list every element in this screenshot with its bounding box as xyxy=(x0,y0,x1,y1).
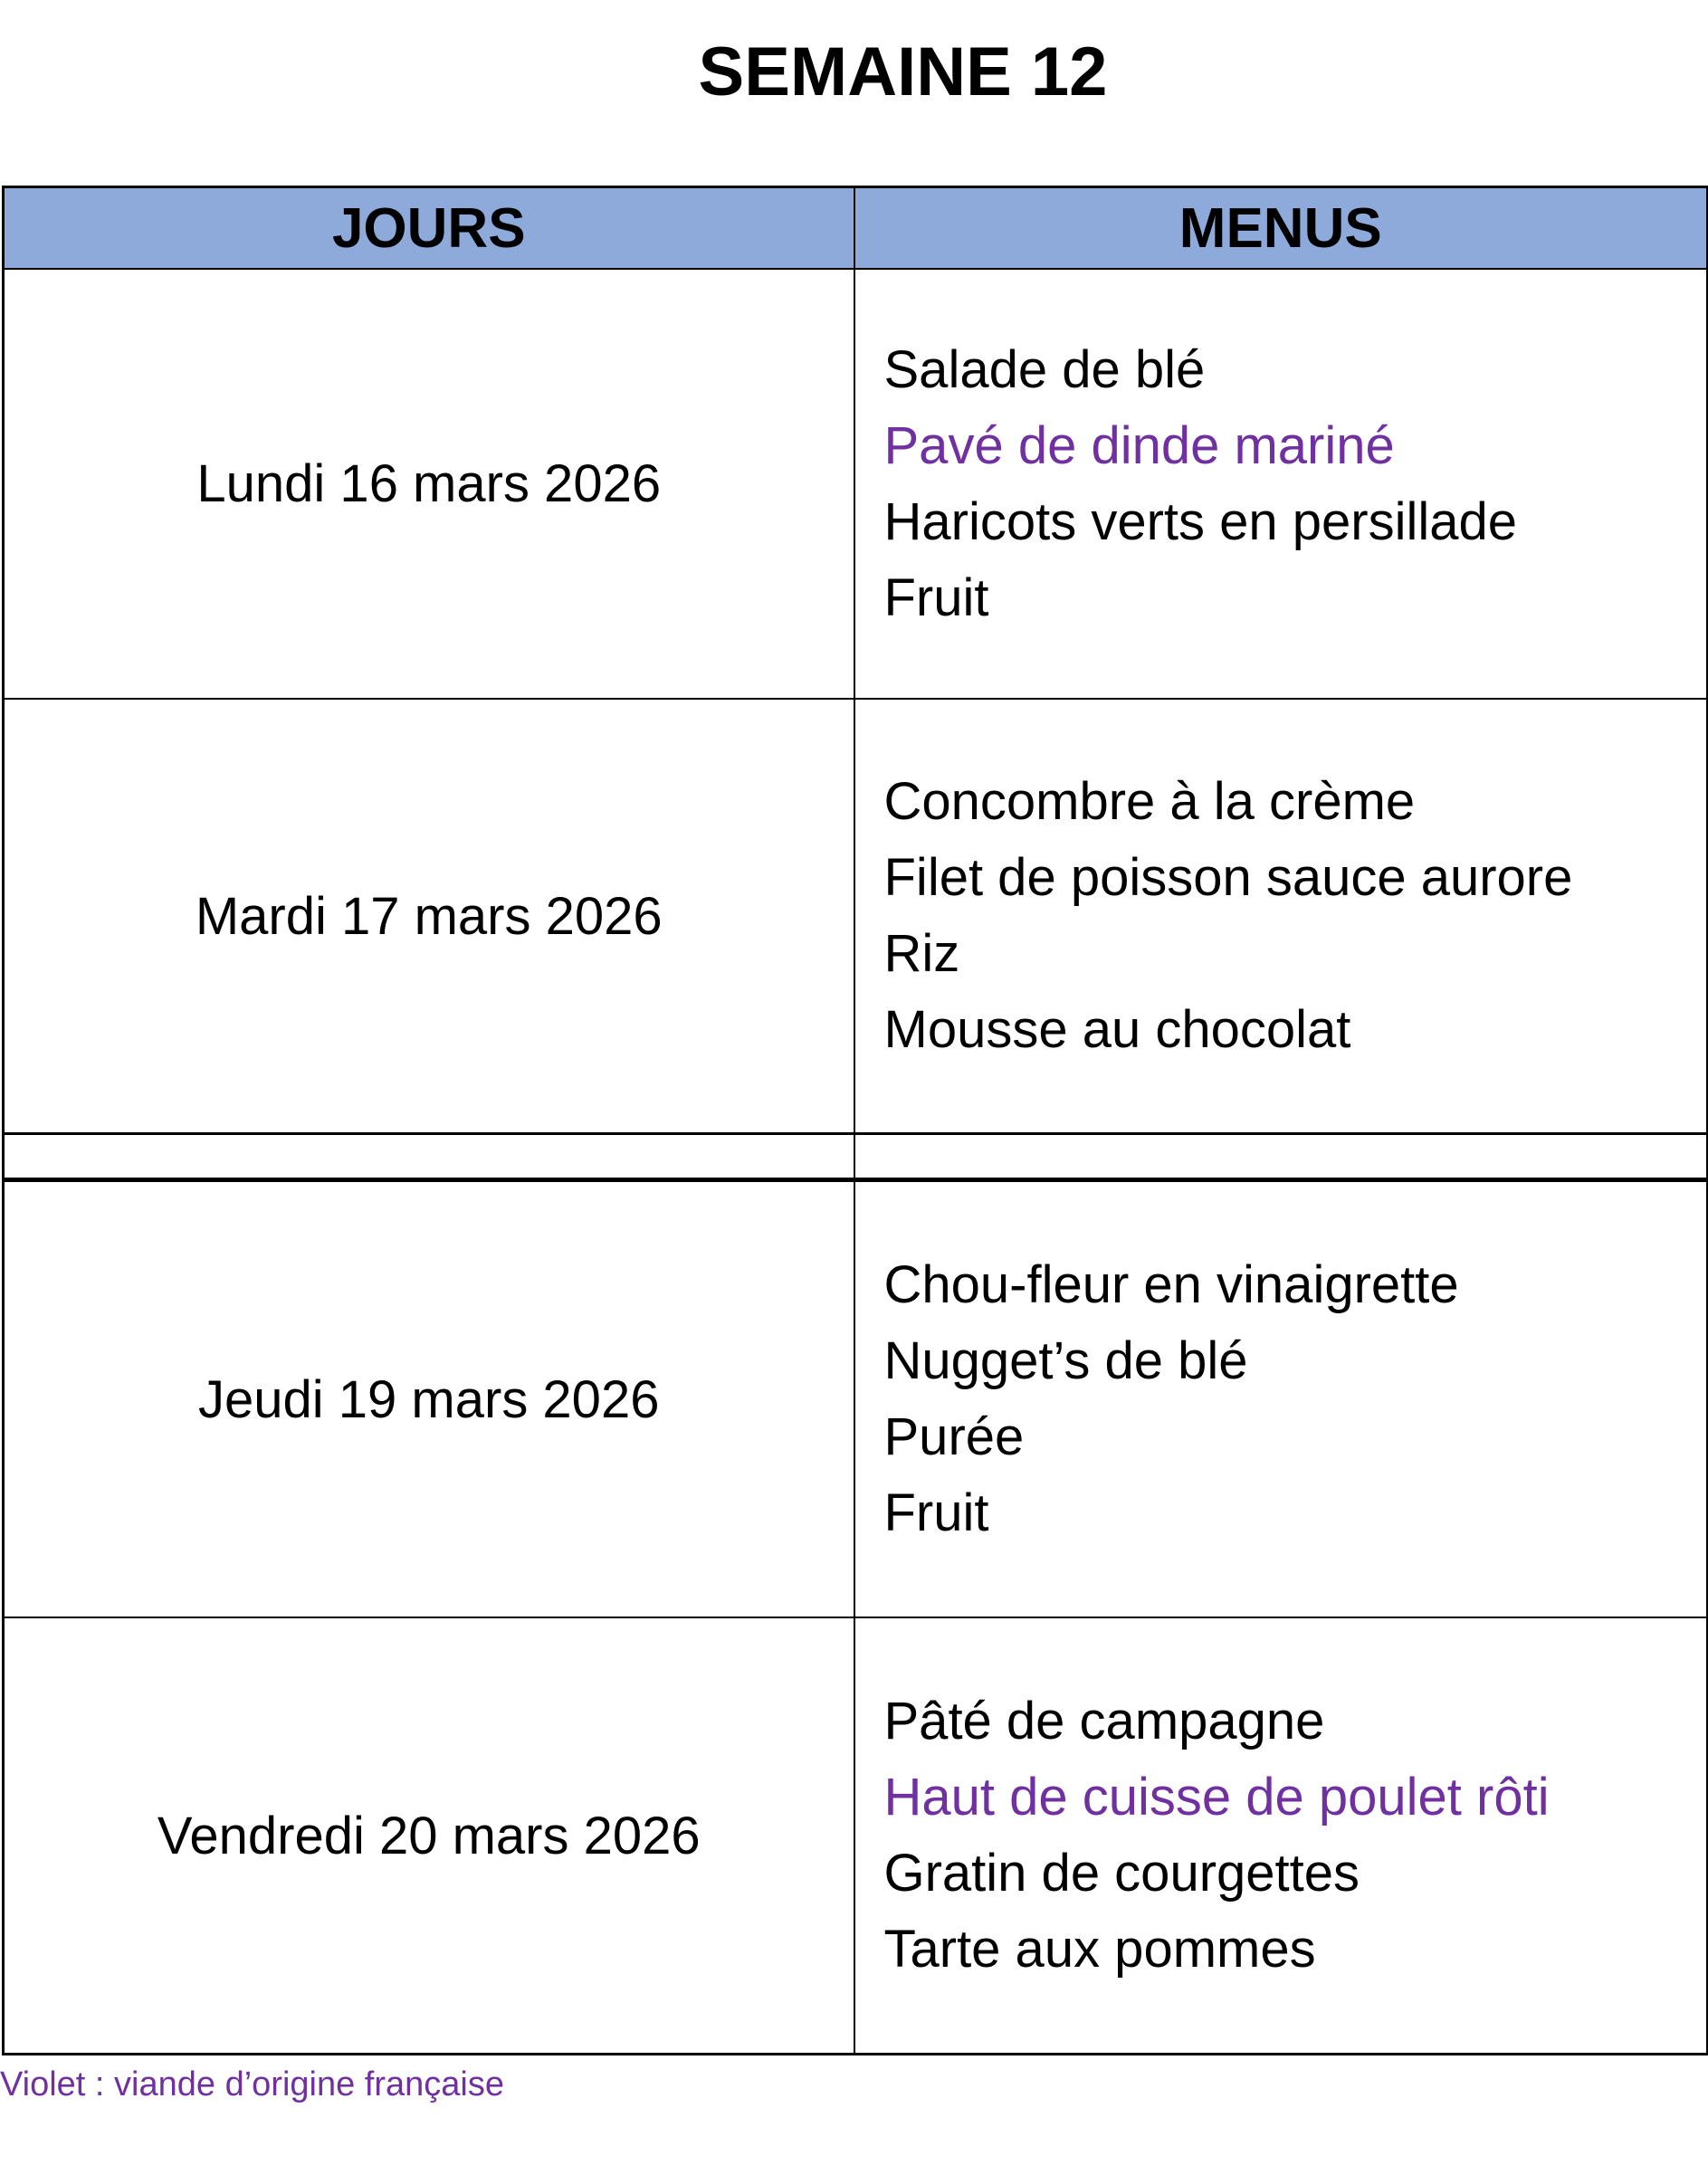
menu-item: Haut de cuisse de poulet rôti xyxy=(883,1768,1550,1826)
menu-item: Fruit xyxy=(883,567,989,627)
menu-cell-vendredi xyxy=(854,1617,1708,2055)
day-cell-mardi: Mardi 17 mars 2026 xyxy=(4,699,854,1134)
menu-item: Gratin de courgettes xyxy=(883,1844,1360,1903)
menu-item: Riz xyxy=(883,924,960,983)
menu-table xyxy=(2,186,1708,2055)
menu-item: Concombre à la crème xyxy=(883,772,1416,831)
page-title: SEMAINE 12 xyxy=(698,33,1108,110)
column-header-menus: MENUS xyxy=(854,187,1708,270)
day-cell-lundi: Lundi 16 mars 2026 xyxy=(4,269,854,699)
table-row-jeudi xyxy=(4,1180,1708,1618)
menu-page xyxy=(0,27,1708,2104)
table-row-spacer xyxy=(4,1134,1708,1180)
table-row-lundi xyxy=(4,269,1708,699)
day-cell-vendredi: Vendredi 20 mars 2026 xyxy=(4,1617,854,2055)
table-header-row xyxy=(4,187,1708,270)
menu-item: Filet de poisson sauce aurore xyxy=(883,848,1573,907)
menu-item: Salade de blé xyxy=(883,339,1206,399)
menu-item: Haricots verts en persillade xyxy=(883,491,1518,551)
menu-item: Fruit xyxy=(883,1483,989,1542)
menu-cell-mardi xyxy=(854,699,1708,1134)
table-row-mardi xyxy=(4,699,1708,1134)
footnote: Violet : viande d’origine française xyxy=(0,2065,504,2103)
day-cell-spacer xyxy=(4,1134,854,1180)
menu-item: Purée xyxy=(883,1407,1025,1466)
menu-cell-spacer xyxy=(854,1134,1708,1180)
day-cell-jeudi: Jeudi 19 mars 2026 xyxy=(4,1180,854,1618)
menu-item: Pâté de campagne xyxy=(883,1692,1325,1750)
menu-item: Mousse au chocolat xyxy=(883,1000,1351,1059)
table-row-vendredi xyxy=(4,1617,1708,2055)
menu-cell-lundi xyxy=(854,269,1708,699)
menu-item: Chou-fleur en vinaigrette xyxy=(883,1255,1459,1314)
menu-item: Pavé de dinde mariné xyxy=(883,415,1395,475)
menu-item: Nugget’s de blé xyxy=(883,1331,1248,1390)
menu-cell-jeudi xyxy=(854,1180,1708,1618)
menu-item: Tarte aux pommes xyxy=(883,1920,1316,1979)
column-header-jours: JOURS xyxy=(4,187,854,270)
